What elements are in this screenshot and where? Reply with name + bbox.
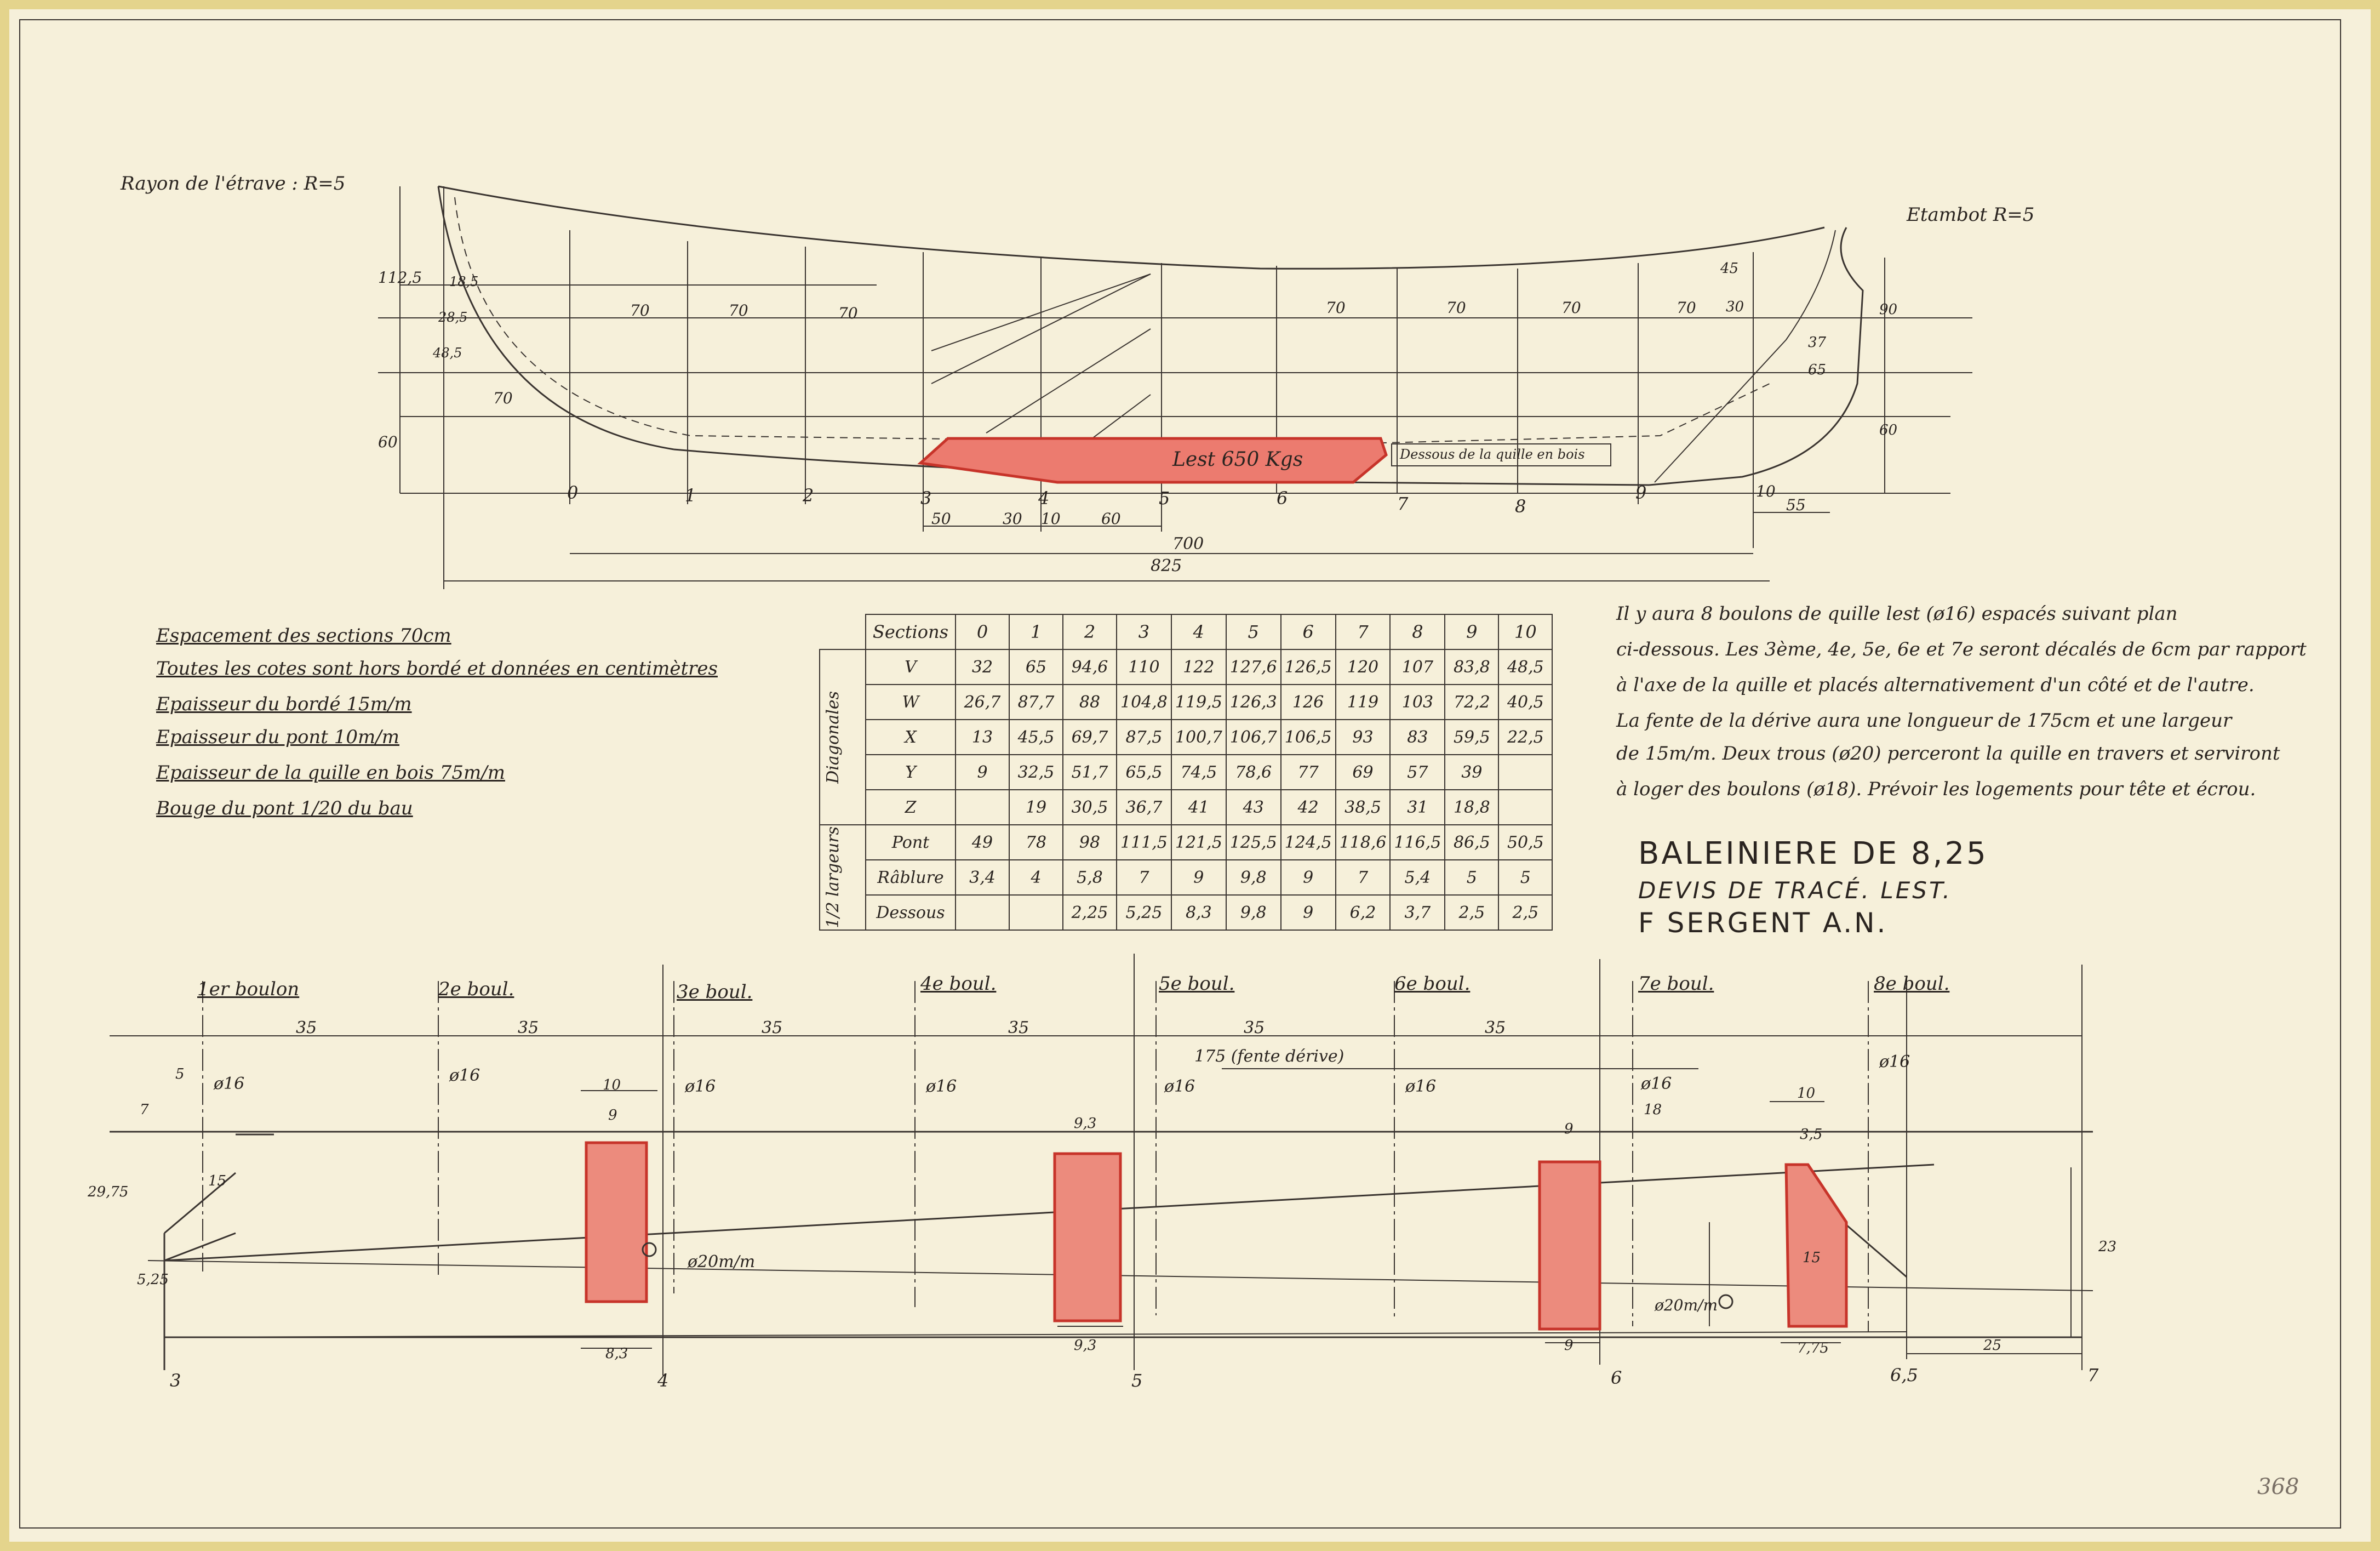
cell: 8,3 <box>1171 895 1226 930</box>
cell: 78 <box>1009 825 1063 860</box>
note-6: Bouge du pont 1/20 du bau <box>156 797 413 819</box>
kdim-5-25: 5,25 <box>137 1271 169 1288</box>
dim-70e: 70 <box>1446 299 1466 317</box>
cell: 3,4 <box>956 860 1009 895</box>
cell: 57 <box>1390 755 1445 790</box>
kdim-25: 25 <box>1983 1337 2002 1354</box>
drawing-author: F SERGENT A.N. <box>1638 907 1888 939</box>
table-row <box>820 720 1552 755</box>
cell: 13 <box>956 720 1009 755</box>
ballast-slot-6 <box>1540 1162 1600 1329</box>
right-note-1: Il y aura 8 boulons de quille lest (ø16) espacés suivant plan <box>1616 603 2178 625</box>
cell: 65,5 <box>1117 755 1171 790</box>
table-header: 3 <box>1117 614 1171 649</box>
dim-70g: 70 <box>1677 299 1696 317</box>
cell: 93 <box>1336 720 1391 755</box>
keel-station-3: 3 <box>170 1370 181 1391</box>
cell: 2,5 <box>1445 895 1498 930</box>
cell: 30,5 <box>1063 790 1117 825</box>
cell: 50,5 <box>1498 825 1552 860</box>
dim-37: 37 <box>1808 334 1827 351</box>
diam-1: ø16 <box>214 1074 245 1093</box>
cell: 9,8 <box>1226 895 1281 930</box>
ballast-label: Lest 650 Kgs <box>1172 448 1303 471</box>
cell: 98 <box>1063 825 1117 860</box>
kdim-7-75: 7,75 <box>1797 1340 1829 1356</box>
cell: 107 <box>1390 649 1445 685</box>
cell: 118,6 <box>1336 825 1391 860</box>
cell: 87,5 <box>1117 720 1171 755</box>
kdim-15b: 15 <box>1803 1250 1821 1266</box>
cell: 38,5 <box>1336 790 1391 825</box>
dim-70h: 70 <box>493 389 513 407</box>
spacing-4: 35 <box>1008 1018 1029 1037</box>
diam-3: ø16 <box>685 1077 716 1096</box>
slot-length: 175 (fente dérive) <box>1194 1047 1345 1066</box>
cell: 18,8 <box>1445 790 1498 825</box>
kdim-5: 5 <box>175 1066 185 1082</box>
row-label: Dessous <box>866 895 956 930</box>
cell: 69 <box>1336 755 1391 790</box>
dim-28-5: 28,5 <box>438 310 468 325</box>
right-note-2: ci-dessous. Les 3ème, 4e, 5e, 6e et 7e seront décalés de 6cm par rapport <box>1616 638 2307 660</box>
dim-45: 45 <box>1720 260 1739 277</box>
right-note-6: à loger des boulons (ø18). Prévoir les logements pour tête et écrou. <box>1616 778 2256 800</box>
sheet-number: 368 <box>2257 1474 2299 1499</box>
cell: 51,7 <box>1063 755 1117 790</box>
spacing-1: 35 <box>296 1018 317 1037</box>
bolt-label-1: 1er boulon <box>197 978 300 1000</box>
hole-1: ø20m/m <box>688 1252 756 1271</box>
table-header: 2 <box>1063 614 1117 649</box>
table-row <box>820 860 1552 895</box>
cell: 88 <box>1063 685 1117 720</box>
cell: 41 <box>1171 790 1226 825</box>
row-label: Z <box>866 790 956 825</box>
cell: 72,2 <box>1445 685 1498 720</box>
cell: 5,4 <box>1390 860 1445 895</box>
station-3: 3 <box>920 488 932 509</box>
dim-30: 30 <box>1003 510 1022 528</box>
cell: 106,5 <box>1281 720 1336 755</box>
cell: 7 <box>1117 860 1171 895</box>
bolt-label-6: 6e boul. <box>1394 973 1471 995</box>
dim-70a: 70 <box>630 301 650 320</box>
cell: 32,5 <box>1009 755 1063 790</box>
dim-60s: 60 <box>1879 422 1898 438</box>
diam-7: ø16 <box>1641 1074 1672 1093</box>
cell: 119,5 <box>1171 685 1226 720</box>
kdim-18: 18 <box>1644 1102 1662 1118</box>
cell: 19 <box>1009 790 1063 825</box>
cell: 39 <box>1445 755 1498 790</box>
dim-70b: 70 <box>729 301 748 320</box>
kdim-23: 23 <box>2098 1239 2117 1255</box>
kdim-9b: 9 <box>1564 1337 1574 1354</box>
cell: 110 <box>1117 649 1171 685</box>
keel-underside-label: Dessous de la quille en bois <box>1400 447 1585 462</box>
cell: 48,5 <box>1498 649 1552 685</box>
cell: 126 <box>1281 685 1336 720</box>
note-1: Espacement des sections 70cm <box>156 625 451 647</box>
cell <box>956 790 1009 825</box>
right-note-4: La fente de la dérive aura une longueur de 175cm et une largeur <box>1616 710 2232 732</box>
kdim-9-3b: 9,3 <box>1074 1337 1097 1354</box>
dim-55: 55 <box>1786 496 1806 514</box>
dim-18-5: 18,5 <box>449 274 479 289</box>
dim-60: 60 <box>1101 510 1121 528</box>
cell: 126,3 <box>1226 685 1281 720</box>
keel-station-4: 4 <box>657 1370 669 1391</box>
cell: 42 <box>1281 790 1336 825</box>
bolt-label-2: 2e boul. <box>438 978 514 1000</box>
dim-10: 10 <box>1041 510 1061 528</box>
table-header: 5 <box>1226 614 1281 649</box>
table-corner <box>820 614 866 649</box>
keel-station-6: 6 <box>1611 1367 1622 1388</box>
table-header: 8 <box>1390 614 1445 649</box>
cell: 74,5 <box>1171 755 1226 790</box>
offsets-table <box>819 614 1553 931</box>
cell: 31 <box>1390 790 1445 825</box>
dim-70c: 70 <box>838 304 858 322</box>
dim-90: 90 <box>1879 301 1898 318</box>
cell: 9,8 <box>1226 860 1281 895</box>
keel-station-5: 5 <box>1131 1370 1143 1391</box>
dim-112-5: 112,5 <box>378 269 422 287</box>
hole-2: ø20m/m <box>1655 1296 1718 1314</box>
station-4: 4 <box>1038 488 1050 509</box>
bolt-label-4: 4e boul. <box>920 973 997 995</box>
row-label: X <box>866 720 956 755</box>
cell: 22,5 <box>1498 720 1552 755</box>
cell: 124,5 <box>1281 825 1336 860</box>
station-2: 2 <box>803 485 814 506</box>
cell: 5,25 <box>1117 895 1171 930</box>
length-700: 700 <box>1172 534 1204 554</box>
note-3: Epaisseur du bordé 15m/m <box>156 693 412 715</box>
bolt-label-3: 3e boul. <box>677 981 753 1003</box>
table-header: 10 <box>1498 614 1552 649</box>
cell: 5 <box>1498 860 1552 895</box>
bolt-axes <box>203 981 1868 1332</box>
sternpost-radius-label: Etambot R=5 <box>1907 204 2035 226</box>
dim-70d: 70 <box>1326 299 1346 317</box>
sheer-line <box>438 186 1824 269</box>
table-header: 1 <box>1009 614 1063 649</box>
kdim-15: 15 <box>208 1173 227 1189</box>
cell <box>1498 755 1552 790</box>
cell: 36,7 <box>1117 790 1171 825</box>
table-row <box>820 895 1552 930</box>
note-4: Epaisseur du pont 10m/m <box>156 726 399 748</box>
cell: 5,8 <box>1063 860 1117 895</box>
drawing-subtitle: DEVIS DE TRACÉ. LEST. <box>1638 877 1952 904</box>
ballast-profile <box>920 438 1386 482</box>
kdim-7: 7 <box>140 1102 149 1118</box>
cell: 120 <box>1336 649 1391 685</box>
group-half-widths-label: 1/2 largeurs <box>823 826 843 928</box>
table-header: 4 <box>1171 614 1226 649</box>
table-header-row <box>820 614 1552 649</box>
keel-station-7: 7 <box>2087 1365 2099 1385</box>
dim-70f: 70 <box>1561 299 1581 317</box>
row-label: Râblure <box>866 860 956 895</box>
ballast-slot-7 <box>1786 1165 1846 1326</box>
cell <box>1009 895 1063 930</box>
diam-2: ø16 <box>449 1066 480 1085</box>
ballast-slot-5 <box>1055 1154 1120 1321</box>
group-diagonals <box>820 649 866 825</box>
station-5: 5 <box>1159 488 1170 509</box>
cell: 69,7 <box>1063 720 1117 755</box>
table-row <box>820 649 1552 685</box>
cell: 9 <box>1171 860 1226 895</box>
cell: 106,7 <box>1226 720 1281 755</box>
spacing-6: 35 <box>1485 1018 1506 1037</box>
cell: 122 <box>1171 649 1226 685</box>
diam-8: ø16 <box>1879 1052 1910 1071</box>
cell: 83,8 <box>1445 649 1498 685</box>
station-0: 0 <box>567 482 579 503</box>
table-header: 9 <box>1445 614 1498 649</box>
dim-60b: 60 <box>378 433 398 451</box>
cell: 125,5 <box>1226 825 1281 860</box>
table-row <box>820 685 1552 720</box>
group-half-widths <box>820 825 866 930</box>
cell: 111,5 <box>1117 825 1171 860</box>
cell: 65 <box>1009 649 1063 685</box>
hull-profile <box>378 186 1972 589</box>
table-row <box>820 825 1552 860</box>
station-7: 7 <box>1397 493 1409 514</box>
table-header: Sections <box>866 614 956 649</box>
stem-radius-label: Rayon de l'étrave : R=5 <box>121 173 346 195</box>
cell: 86,5 <box>1445 825 1498 860</box>
diam-4: ø16 <box>926 1077 957 1096</box>
station-8: 8 <box>1515 496 1526 517</box>
cell <box>1498 790 1552 825</box>
kdim-3-5: 3,5 <box>1800 1126 1823 1143</box>
cell: 77 <box>1281 755 1336 790</box>
cell: 121,5 <box>1171 825 1226 860</box>
cell: 78,6 <box>1226 755 1281 790</box>
station-10: 10 <box>1756 482 1776 500</box>
dim-30s: 30 <box>1726 299 1744 315</box>
note-2: Toutes les cotes sont hors bordé et données en centimètres <box>156 658 718 680</box>
dim-48-5: 48,5 <box>433 345 462 361</box>
cell: 94,6 <box>1063 649 1117 685</box>
stern-curve <box>1649 227 1863 485</box>
spacing-3: 35 <box>762 1018 783 1037</box>
kdim-9: 9 <box>608 1107 617 1124</box>
station-9: 9 <box>1635 482 1647 503</box>
group-diagonals-label: Diagonales <box>823 691 843 784</box>
cell: 6,2 <box>1336 895 1391 930</box>
row-label: V <box>866 649 956 685</box>
cell: 126,5 <box>1281 649 1336 685</box>
diam-5: ø16 <box>1164 1077 1195 1096</box>
cell: 32 <box>956 649 1009 685</box>
cell: 7 <box>1336 860 1391 895</box>
spacing-2: 35 <box>518 1018 539 1037</box>
right-note-3: à l'axe de la quille et placés alternativement d'un côté et de l'autre. <box>1616 674 2255 696</box>
table-header: 6 <box>1281 614 1336 649</box>
cell: 127,6 <box>1226 649 1281 685</box>
cell: 9 <box>1281 860 1336 895</box>
table-header: 7 <box>1336 614 1391 649</box>
table-row <box>820 790 1552 825</box>
cell: 5 <box>1445 860 1498 895</box>
cell: 2,25 <box>1063 895 1117 930</box>
cell: 2,5 <box>1498 895 1552 930</box>
cell: 43 <box>1226 790 1281 825</box>
dim-50: 50 <box>931 510 951 528</box>
spacing-5: 35 <box>1244 1018 1265 1037</box>
cell: 59,5 <box>1445 720 1498 755</box>
keel-station-6-5: 6,5 <box>1890 1365 1918 1385</box>
cell: 87,7 <box>1009 685 1063 720</box>
station-6: 6 <box>1277 488 1288 509</box>
cell: 9 <box>1281 895 1336 930</box>
cell: 9 <box>956 755 1009 790</box>
row-label: Y <box>866 755 956 790</box>
bolt-label-7: 7e boul. <box>1638 973 1714 995</box>
cell: 45,5 <box>1009 720 1063 755</box>
drawing-title: BALEINIERE DE 8,25 <box>1638 836 1988 871</box>
kdim-10b: 10 <box>1797 1085 1816 1102</box>
bolt-label-5: 5e boul. <box>1159 973 1235 995</box>
station-1: 1 <box>685 485 696 506</box>
cell: 3,7 <box>1390 895 1445 930</box>
bolt-label-8: 8e boul. <box>1874 973 1950 995</box>
kdim-9a: 9 <box>1564 1121 1574 1137</box>
cell: 103 <box>1390 685 1445 720</box>
table-header: 0 <box>956 614 1009 649</box>
length-825: 825 <box>1151 556 1182 575</box>
cell: 83 <box>1390 720 1445 755</box>
ballast-slot-3 <box>586 1143 647 1302</box>
dim-65: 65 <box>1808 362 1827 378</box>
row-label: W <box>866 685 956 720</box>
kdim-29-75: 29,75 <box>88 1184 129 1200</box>
cell: 119 <box>1336 685 1391 720</box>
cell: 26,7 <box>956 685 1009 720</box>
cell: 100,7 <box>1171 720 1226 755</box>
cell: 116,5 <box>1390 825 1445 860</box>
cell: 4 <box>1009 860 1063 895</box>
cell <box>956 895 1009 930</box>
table-row <box>820 755 1552 790</box>
cell: 49 <box>956 825 1009 860</box>
row-label: Pont <box>866 825 956 860</box>
kdim-10: 10 <box>603 1077 621 1093</box>
kdim-9-3a: 9,3 <box>1074 1115 1097 1132</box>
cell: 40,5 <box>1498 685 1552 720</box>
cell: 104,8 <box>1117 685 1171 720</box>
kdim-8-3: 8,3 <box>605 1345 628 1362</box>
note-5: Epaisseur de la quille en bois 75m/m <box>156 762 505 784</box>
diam-6: ø16 <box>1405 1077 1437 1096</box>
right-note-5: de 15m/m. Deux trous (ø20) perceront la quille en travers et serviront <box>1616 743 2280 765</box>
